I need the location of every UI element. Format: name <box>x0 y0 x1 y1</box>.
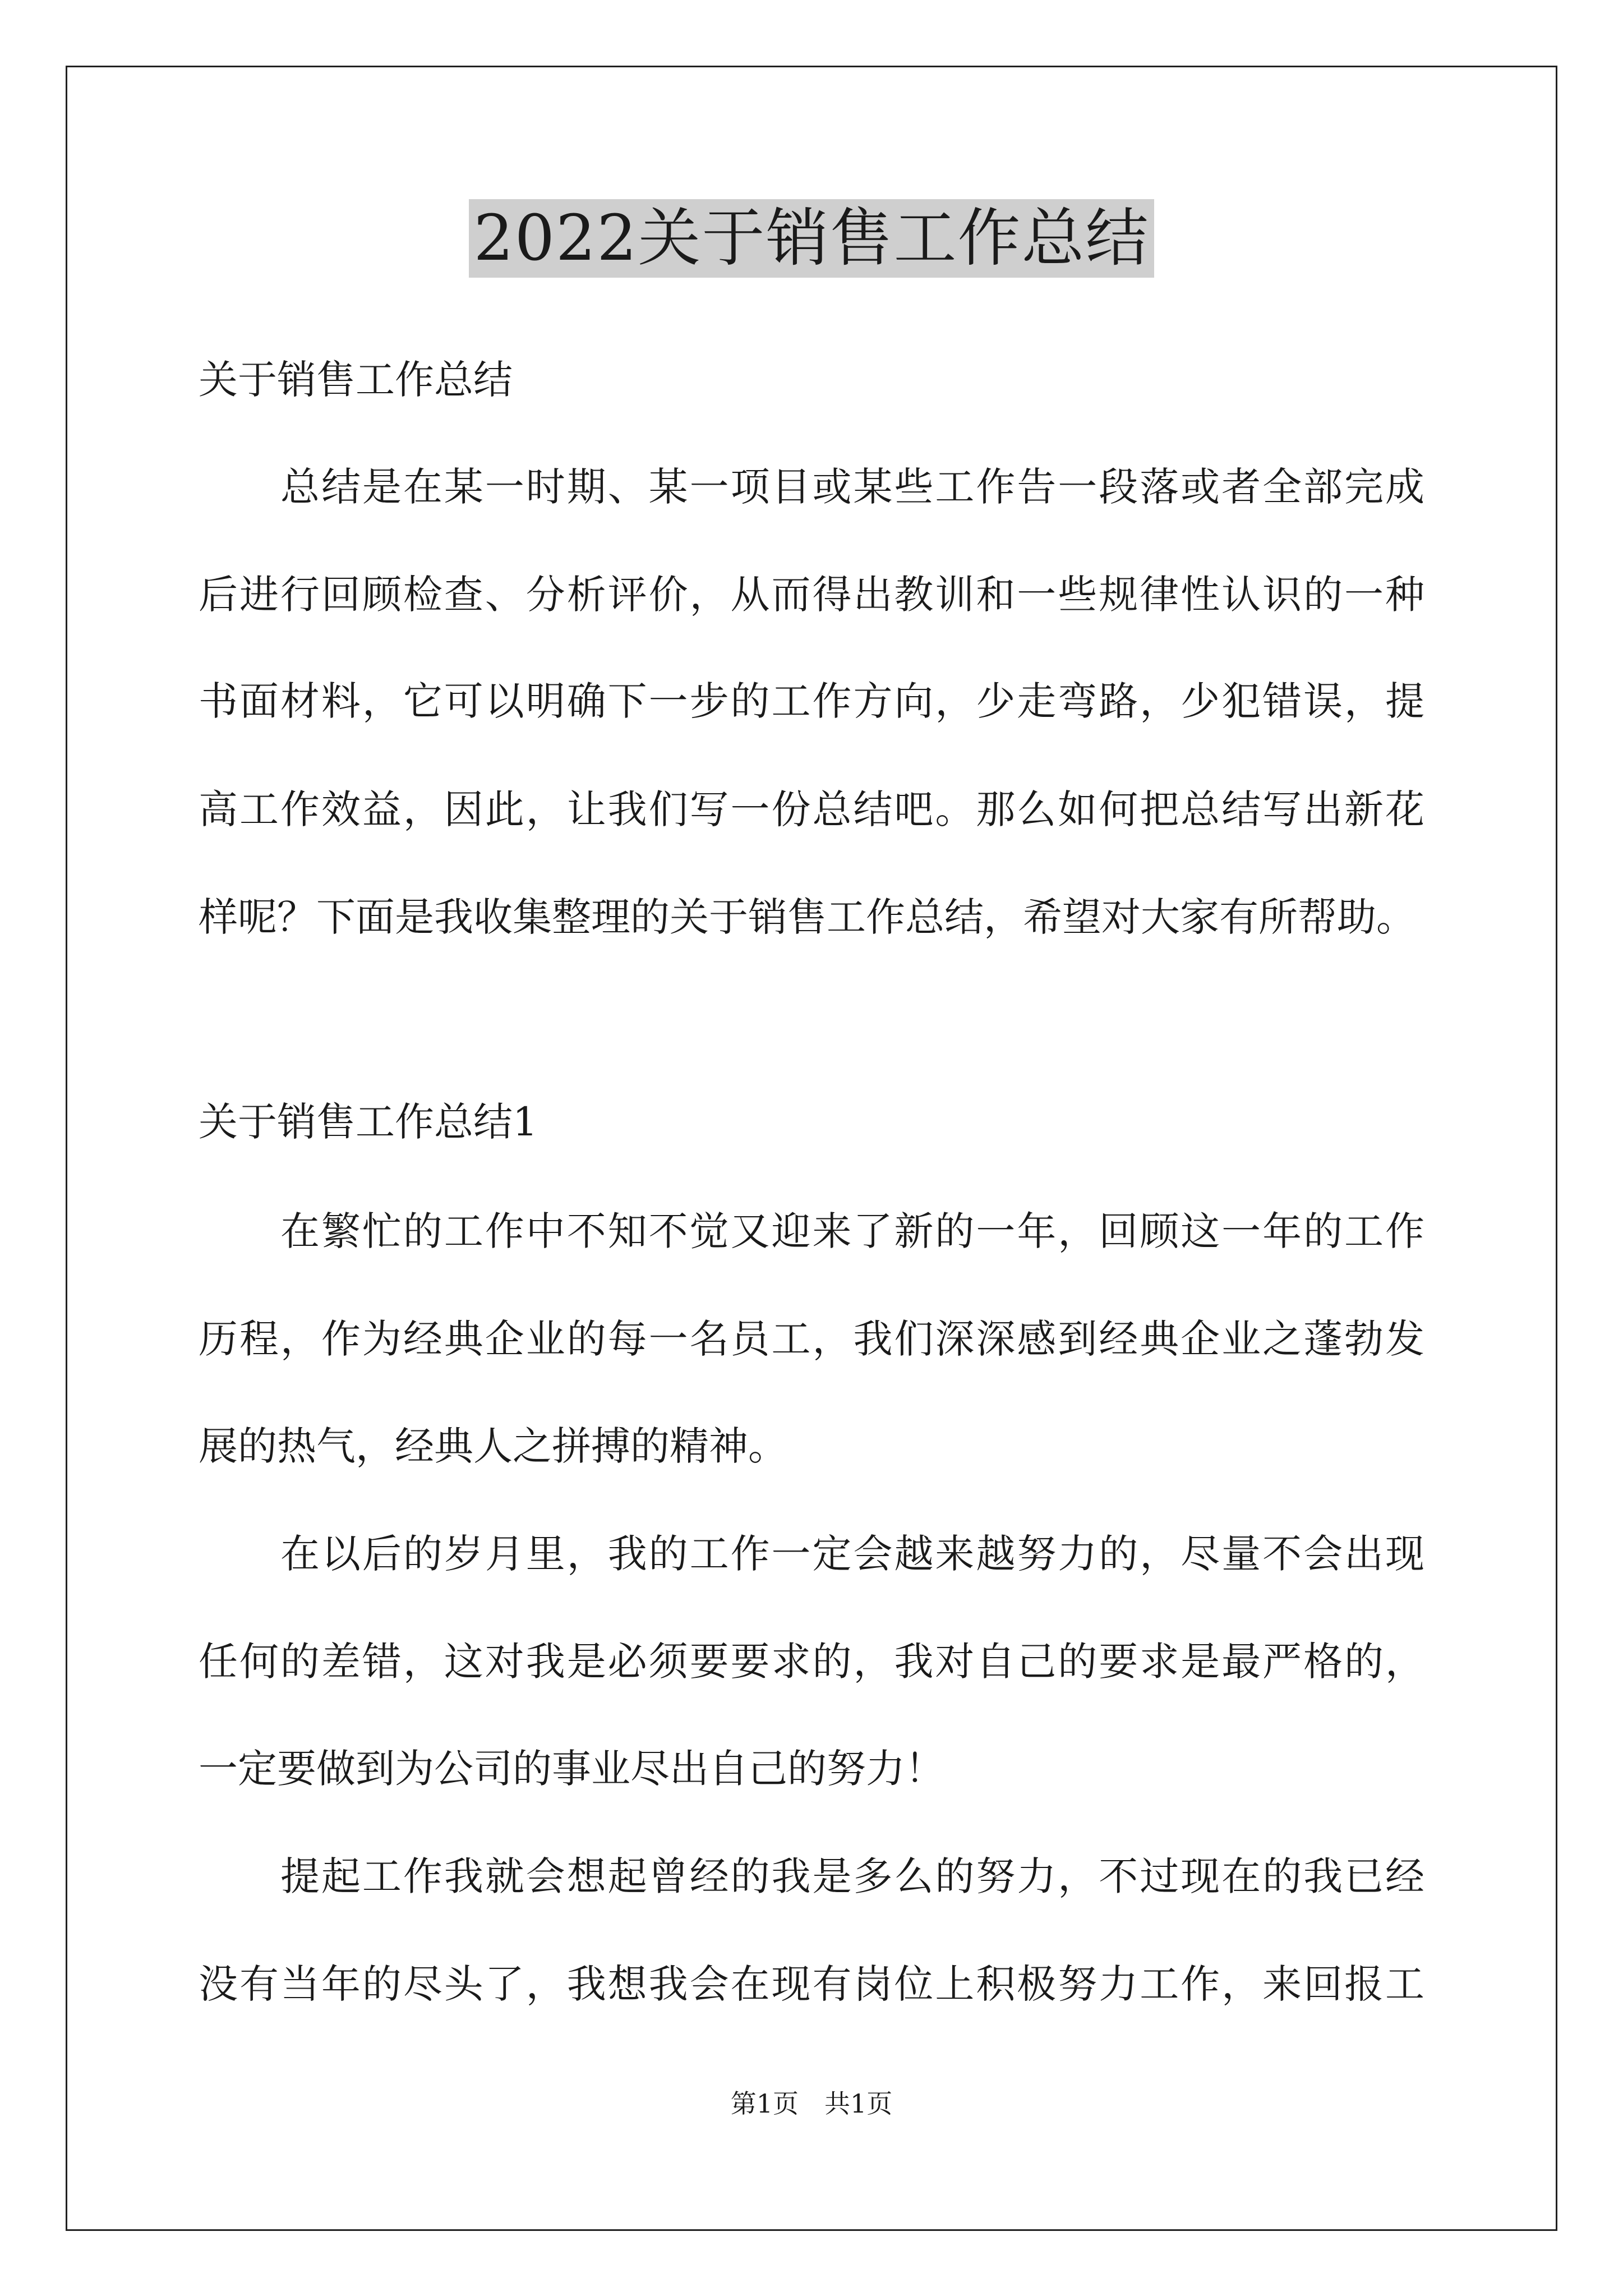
section-heading: 关于销售工作总结1 <box>199 1099 538 1145</box>
subtitle: 关于销售工作总结 <box>199 357 513 403</box>
paragraph-3-line-2: 没有当年的尽头了，我想我会在现有岗位上积极努力工作，来回报工 <box>199 1961 1424 2007</box>
intro-line-1: 总结是在某一时期、某一项目或某些工作告一段落或者全部完成 <box>280 464 1424 510</box>
paragraph-1-line-1: 在繁忙的工作中不知不觉又迎来了新的一年，回顾这一年的工作 <box>280 1208 1424 1254</box>
paragraph-2-line-3: 一定要做到为公司的事业尽出自己的努力！ <box>199 1746 944 1792</box>
document-title: 2022关于销售工作总结 <box>469 199 1154 278</box>
intro-line-2: 后进行回顾检查、分析评价，从而得出教训和一些规律性认识的一种 <box>199 572 1424 618</box>
intro-line-4: 高工作效益，因此，让我们写一份总结吧。那么如何把总结写出新花 <box>199 786 1424 832</box>
paragraph-3-line-1: 提起工作我就会想起曾经的我是多么的努力，不过现在的我已经 <box>280 1853 1424 1899</box>
paragraph-2-line-1: 在以后的岁月里，我的工作一定会越来越努力的，尽量不会出现 <box>280 1531 1424 1577</box>
paragraph-1-line-3: 展的热气，经典人之拼搏的精神。 <box>199 1423 787 1469</box>
intro-line-5: 样呢？下面是我收集整理的关于销售工作总结，希望对大家有所帮助。 <box>199 894 1415 940</box>
title-container <box>0 199 1623 278</box>
intro-line-3: 书面材料，它可以明确下一步的工作方向，少走弯路，少犯错误，提 <box>199 678 1424 724</box>
page-footer: 第1页 共1页 <box>730 2088 893 2119</box>
paragraph-2-line-2: 任何的差错，这对我是必须要要求的，我对自己的要求是最严格的， <box>199 1639 1424 1685</box>
paragraph-1-line-2: 历程，作为经典企业的每一名员工，我们深深感到经典企业之蓬勃发 <box>199 1316 1424 1362</box>
